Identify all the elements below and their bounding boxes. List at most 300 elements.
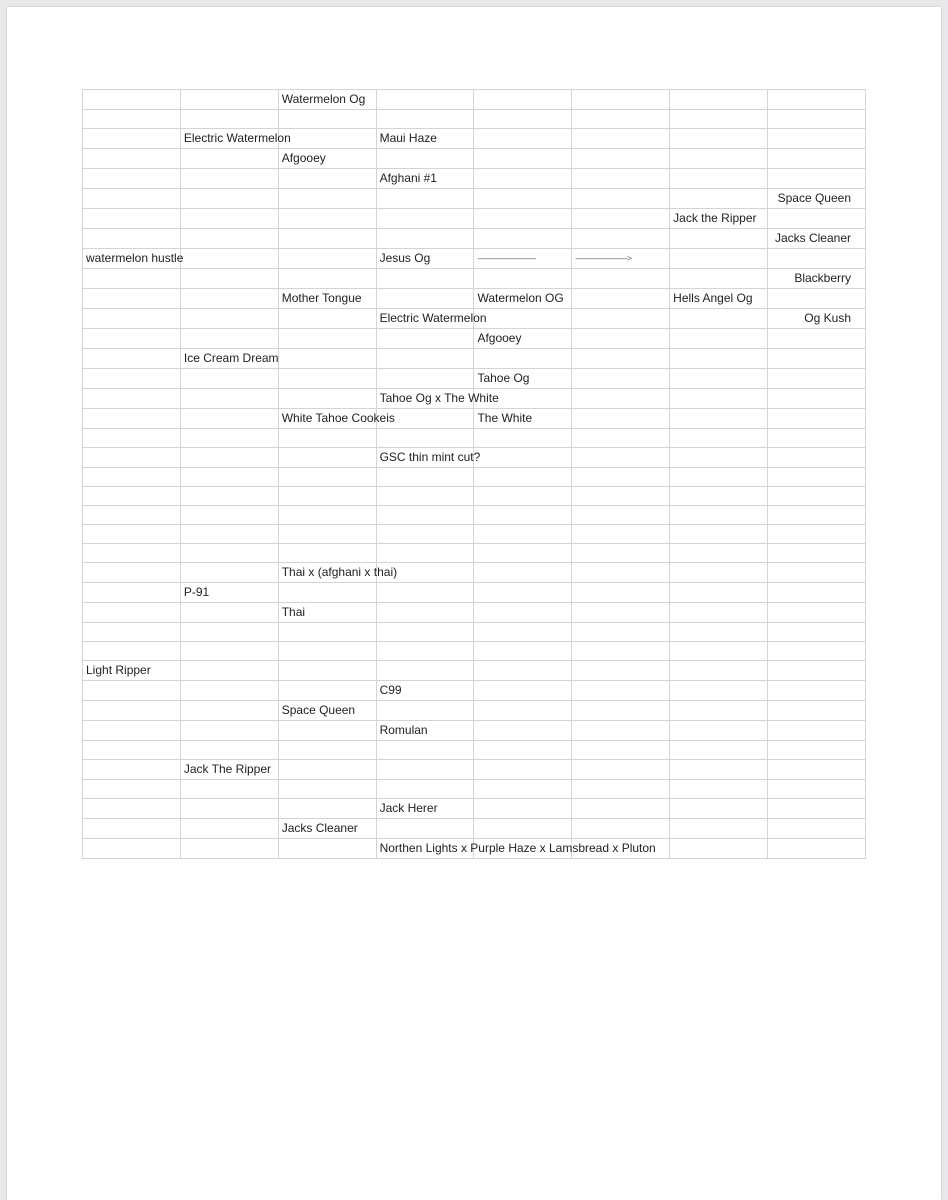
grid-cell	[572, 701, 670, 721]
grid-cell	[572, 468, 670, 487]
grid-cell	[83, 369, 181, 389]
grid-cell	[768, 487, 866, 506]
grid-cell	[376, 603, 474, 623]
grid-cell	[180, 329, 278, 349]
grid-cell	[768, 780, 866, 799]
document-page	[7, 7, 941, 1200]
grid-cell	[376, 129, 474, 149]
grid-cell	[180, 839, 278, 859]
grid-cell	[572, 389, 670, 409]
grid-cell	[670, 506, 768, 525]
grid-cell	[83, 349, 181, 369]
grid-cell	[572, 780, 670, 799]
grid-cell	[768, 90, 866, 110]
grid-cell	[670, 780, 768, 799]
grid-cell	[180, 603, 278, 623]
grid-cell	[376, 289, 474, 309]
grid-cell	[278, 429, 376, 448]
grid-cell	[83, 90, 181, 110]
grid-cell	[278, 189, 376, 209]
grid-cell	[180, 544, 278, 563]
grid-cell	[376, 819, 474, 839]
grid-cell	[278, 249, 376, 269]
grid-cell	[376, 760, 474, 780]
table-row	[83, 149, 866, 169]
grid-cell	[278, 149, 376, 169]
table-row	[83, 468, 866, 487]
grid-cell	[670, 229, 768, 249]
grid-cell	[670, 409, 768, 429]
grid-cell	[83, 429, 181, 448]
grid-cell	[768, 369, 866, 389]
grid-cell	[670, 369, 768, 389]
cell-text: Northen Lights x Purple Haze x Lamsbread x Pluton	[379, 841, 656, 855]
grid-cell	[768, 799, 866, 819]
grid-cell	[670, 309, 768, 329]
grid-cell	[83, 721, 181, 741]
cell-text: Jack The Ripper	[183, 762, 272, 776]
grid-cell	[474, 429, 572, 448]
table-row	[83, 721, 866, 741]
grid-cell	[474, 799, 572, 819]
grid-cell	[670, 799, 768, 819]
grid-cell	[180, 309, 278, 329]
grid-cell	[768, 741, 866, 760]
grid-cell	[376, 506, 474, 525]
grid-cell	[83, 149, 181, 169]
grid-cell	[670, 90, 768, 110]
grid-cell	[670, 487, 768, 506]
grid-cell	[670, 189, 768, 209]
grid-cell	[83, 229, 181, 249]
grid-cell	[572, 642, 670, 661]
grid-cell	[474, 448, 572, 468]
grid-cell	[768, 583, 866, 603]
grid-cell	[83, 603, 181, 623]
grid-cell	[278, 468, 376, 487]
cell-text: Light Ripper	[86, 663, 151, 677]
grid-cell	[572, 329, 670, 349]
grid-cell	[278, 525, 376, 544]
grid-cell	[572, 506, 670, 525]
grid-cell	[278, 369, 376, 389]
grid-cell	[83, 701, 181, 721]
grid-cell	[180, 506, 278, 525]
grid-cell	[278, 799, 376, 819]
table-row	[83, 309, 866, 329]
grid-cell	[278, 563, 398, 583]
grid-cell	[474, 90, 572, 110]
grid-cell	[474, 409, 572, 429]
grid-cell	[768, 429, 866, 448]
grid-cell	[376, 642, 474, 661]
grid-cell	[83, 506, 181, 525]
grid-cell	[474, 661, 572, 681]
grid-cell	[670, 389, 768, 409]
grid-cell	[83, 819, 181, 839]
grid-cell	[180, 583, 278, 603]
grid-cell	[180, 209, 278, 229]
grid-cell	[474, 506, 572, 525]
grid-cell	[768, 525, 866, 544]
grid-cell	[670, 681, 768, 701]
grid-cell	[474, 563, 572, 583]
cell-text: White Tahoe Cookeis	[281, 411, 395, 425]
grid-cell	[376, 349, 474, 369]
cell-text: Romulan	[379, 723, 428, 737]
grid-cell	[83, 110, 181, 129]
spreadsheet-grid	[82, 89, 866, 859]
grid-cell	[768, 701, 866, 721]
grid-cell	[83, 583, 181, 603]
cell-text: watermelon hustle	[86, 251, 184, 265]
grid-cell	[768, 623, 866, 642]
grid-cell	[180, 369, 278, 389]
grid-cell	[572, 289, 670, 309]
grid-cell	[670, 623, 768, 642]
grid-cell	[376, 429, 474, 448]
grid-cell	[180, 760, 278, 780]
grid-cell	[572, 661, 670, 681]
cell-text: Jack Herer	[379, 801, 438, 815]
grid-cell	[572, 369, 670, 389]
grid-cell	[83, 329, 181, 349]
grid-cell	[572, 448, 670, 468]
table-row	[83, 661, 866, 681]
grid-cell	[180, 468, 278, 487]
table-row	[83, 329, 866, 349]
grid-cell	[670, 563, 768, 583]
grid-cell	[376, 741, 474, 760]
spreadsheet-body	[83, 90, 866, 859]
grid-cell	[474, 642, 572, 661]
grid-cell	[278, 681, 376, 701]
cell-text: ------------------------>	[575, 254, 632, 263]
grid-cell	[83, 544, 181, 563]
grid-cell	[376, 448, 481, 468]
grid-cell	[474, 349, 572, 369]
grid-cell	[572, 583, 670, 603]
table-row	[83, 741, 866, 760]
grid-cell	[670, 129, 768, 149]
grid-cell	[572, 525, 670, 544]
cell-text: Tahoe Og x The White	[379, 391, 499, 405]
grid-cell	[670, 169, 768, 189]
grid-cell	[83, 741, 181, 760]
grid-cell	[768, 721, 866, 741]
grid-cell	[474, 623, 572, 642]
grid-cell	[180, 389, 278, 409]
grid-cell	[474, 149, 572, 169]
grid-cell	[670, 110, 768, 129]
grid-cell	[278, 409, 395, 429]
grid-cell	[670, 701, 768, 721]
grid-cell	[278, 90, 376, 110]
cell-text: Blackberry	[794, 271, 851, 285]
table-row	[83, 525, 866, 544]
grid-cell	[376, 189, 474, 209]
grid-cell	[768, 819, 866, 839]
table-row	[83, 249, 866, 269]
grid-cell	[572, 129, 670, 149]
cell-text: Watermelon Og	[281, 92, 366, 106]
grid-cell	[572, 309, 670, 329]
grid-cell	[670, 468, 768, 487]
grid-cell	[278, 309, 376, 329]
grid-cell	[278, 110, 376, 129]
grid-cell	[180, 349, 278, 369]
grid-cell	[572, 563, 670, 583]
grid-cell	[83, 269, 181, 289]
grid-cell	[572, 209, 670, 229]
grid-cell	[474, 701, 572, 721]
grid-cell	[572, 409, 670, 429]
grid-cell	[768, 468, 866, 487]
grid-cell	[768, 544, 866, 563]
grid-cell	[474, 369, 572, 389]
grid-cell	[474, 129, 572, 149]
grid-cell	[474, 269, 572, 289]
grid-cell	[572, 149, 670, 169]
grid-cell	[572, 487, 670, 506]
grid-cell	[278, 642, 376, 661]
grid-cell	[180, 149, 278, 169]
grid-cell	[572, 429, 670, 448]
grid-cell	[474, 760, 572, 780]
grid-cell	[670, 642, 768, 661]
grid-cell	[83, 289, 181, 309]
grid-cell	[376, 329, 474, 349]
grid-cell	[83, 129, 181, 149]
grid-cell	[376, 799, 474, 819]
grid-cell	[572, 681, 670, 701]
grid-cell	[572, 229, 670, 249]
grid-cell	[572, 189, 670, 209]
cell-text: C99	[379, 683, 402, 697]
grid-cell	[180, 249, 278, 269]
grid-cell	[768, 409, 866, 429]
grid-cell	[670, 249, 768, 269]
grid-cell	[670, 839, 768, 859]
table-row	[83, 760, 866, 780]
grid-cell	[278, 661, 376, 681]
table-row	[83, 563, 866, 583]
grid-cell	[376, 681, 474, 701]
grid-cell	[572, 269, 670, 289]
grid-cell	[474, 110, 572, 129]
grid-cell	[474, 249, 572, 269]
table-row	[83, 544, 866, 563]
grid-cell	[376, 525, 474, 544]
grid-cell	[180, 563, 278, 583]
grid-cell	[572, 603, 670, 623]
table-row	[83, 839, 866, 859]
table-row	[83, 90, 866, 110]
grid-cell	[180, 661, 278, 681]
cell-text: The White	[477, 411, 533, 425]
grid-cell	[474, 468, 572, 487]
grid-cell	[83, 525, 181, 544]
grid-cell	[768, 389, 866, 409]
grid-cell	[278, 780, 376, 799]
grid-cell	[376, 544, 474, 563]
cell-text: Ice Cream Dream	[183, 351, 279, 365]
grid-cell	[83, 661, 181, 681]
cell-text: Space Queen	[281, 703, 356, 717]
grid-cell	[278, 623, 376, 642]
grid-cell	[376, 389, 499, 409]
table-row	[83, 448, 866, 468]
grid-cell	[180, 819, 278, 839]
table-row	[83, 369, 866, 389]
table-row	[83, 487, 866, 506]
grid-cell	[474, 819, 572, 839]
grid-cell	[768, 760, 866, 780]
grid-cell	[180, 189, 278, 209]
grid-cell	[572, 799, 670, 819]
grid-cell	[376, 110, 474, 129]
grid-cell	[474, 169, 572, 189]
table-row	[83, 799, 866, 819]
grid-cell	[572, 249, 670, 269]
grid-cell	[474, 309, 572, 329]
grid-cell	[376, 721, 474, 741]
cell-text: Tahoe Og	[477, 371, 530, 385]
grid-cell	[180, 429, 278, 448]
grid-cell	[83, 389, 181, 409]
table-row	[83, 780, 866, 799]
grid-cell	[376, 661, 474, 681]
cell-text: Afgooey	[477, 331, 522, 345]
grid-cell	[768, 309, 866, 329]
grid-cell	[180, 623, 278, 642]
grid-cell	[83, 189, 181, 209]
grid-cell	[278, 544, 376, 563]
grid-cell	[670, 209, 768, 229]
grid-cell	[376, 780, 474, 799]
table-row	[83, 389, 866, 409]
grid-cell	[83, 309, 181, 329]
grid-cell	[376, 149, 474, 169]
grid-cell	[474, 544, 572, 563]
grid-cell	[83, 249, 184, 269]
grid-cell	[278, 487, 376, 506]
grid-cell	[376, 249, 474, 269]
grid-cell	[83, 209, 181, 229]
grid-cell	[83, 169, 181, 189]
table-row	[83, 701, 866, 721]
cell-text: Thai x (afghani x thai)	[281, 565, 398, 579]
grid-cell	[83, 448, 181, 468]
table-row	[83, 623, 866, 642]
table-row	[83, 642, 866, 661]
grid-cell	[474, 681, 572, 701]
grid-cell	[278, 760, 376, 780]
grid-cell	[180, 448, 278, 468]
grid-cell	[278, 329, 376, 349]
grid-cell	[83, 839, 181, 859]
grid-cell	[278, 819, 376, 839]
grid-cell	[83, 563, 181, 583]
grid-cell	[670, 721, 768, 741]
grid-cell	[768, 329, 866, 349]
grid-cell	[278, 839, 376, 859]
cell-text: Jacks Cleaner	[774, 231, 851, 245]
grid-cell	[670, 583, 768, 603]
grid-cell	[180, 487, 278, 506]
grid-cell	[180, 799, 278, 819]
grid-cell	[180, 289, 278, 309]
grid-cell	[180, 642, 278, 661]
table-row	[83, 583, 866, 603]
grid-cell	[180, 525, 278, 544]
grid-cell	[278, 289, 376, 309]
cell-text: Jesus Og	[379, 251, 431, 265]
grid-cell	[376, 839, 656, 859]
cell-text: Jacks Cleaner	[281, 821, 358, 835]
grid-cell	[180, 721, 278, 741]
grid-cell	[768, 149, 866, 169]
grid-cell	[376, 583, 474, 603]
table-row	[83, 110, 866, 129]
cell-text: P-91	[183, 585, 210, 599]
cell-text: Space Queen	[777, 191, 851, 205]
grid-cell	[572, 169, 670, 189]
grid-cell	[376, 487, 474, 506]
grid-cell	[376, 309, 487, 329]
grid-cell	[180, 780, 278, 799]
table-row	[83, 189, 866, 209]
cell-text: Hells Angel Og	[673, 291, 753, 305]
grid-cell	[278, 349, 376, 369]
grid-cell	[180, 681, 278, 701]
grid-cell	[572, 819, 670, 839]
grid-cell	[670, 149, 768, 169]
grid-cell	[376, 229, 474, 249]
cell-text: Og Kush	[804, 311, 851, 325]
grid-cell	[670, 661, 768, 681]
grid-cell	[278, 506, 376, 525]
cell-text: Watermelon OG	[477, 291, 564, 305]
grid-cell	[670, 329, 768, 349]
grid-cell	[768, 839, 866, 859]
grid-cell	[278, 603, 376, 623]
table-row	[83, 603, 866, 623]
grid-cell	[474, 229, 572, 249]
cell-text: GSC thin mint cut?	[379, 450, 481, 464]
table-row	[83, 429, 866, 448]
cell-text: Afghani #1	[379, 171, 437, 185]
grid-cell	[768, 349, 866, 369]
grid-cell	[670, 544, 768, 563]
table-row	[83, 681, 866, 701]
grid-cell	[278, 448, 376, 468]
grid-cell	[670, 819, 768, 839]
grid-cell	[278, 389, 376, 409]
cell-text: Thai	[281, 605, 306, 619]
cell-text: Electric Watermelon	[183, 131, 291, 145]
grid-cell	[278, 229, 376, 249]
grid-cell	[180, 269, 278, 289]
grid-cell	[278, 209, 376, 229]
grid-cell	[474, 189, 572, 209]
grid-cell	[670, 741, 768, 760]
grid-cell	[376, 468, 474, 487]
grid-cell	[278, 129, 376, 149]
grid-cell	[278, 701, 376, 721]
grid-cell	[376, 209, 474, 229]
grid-cell	[180, 90, 278, 110]
